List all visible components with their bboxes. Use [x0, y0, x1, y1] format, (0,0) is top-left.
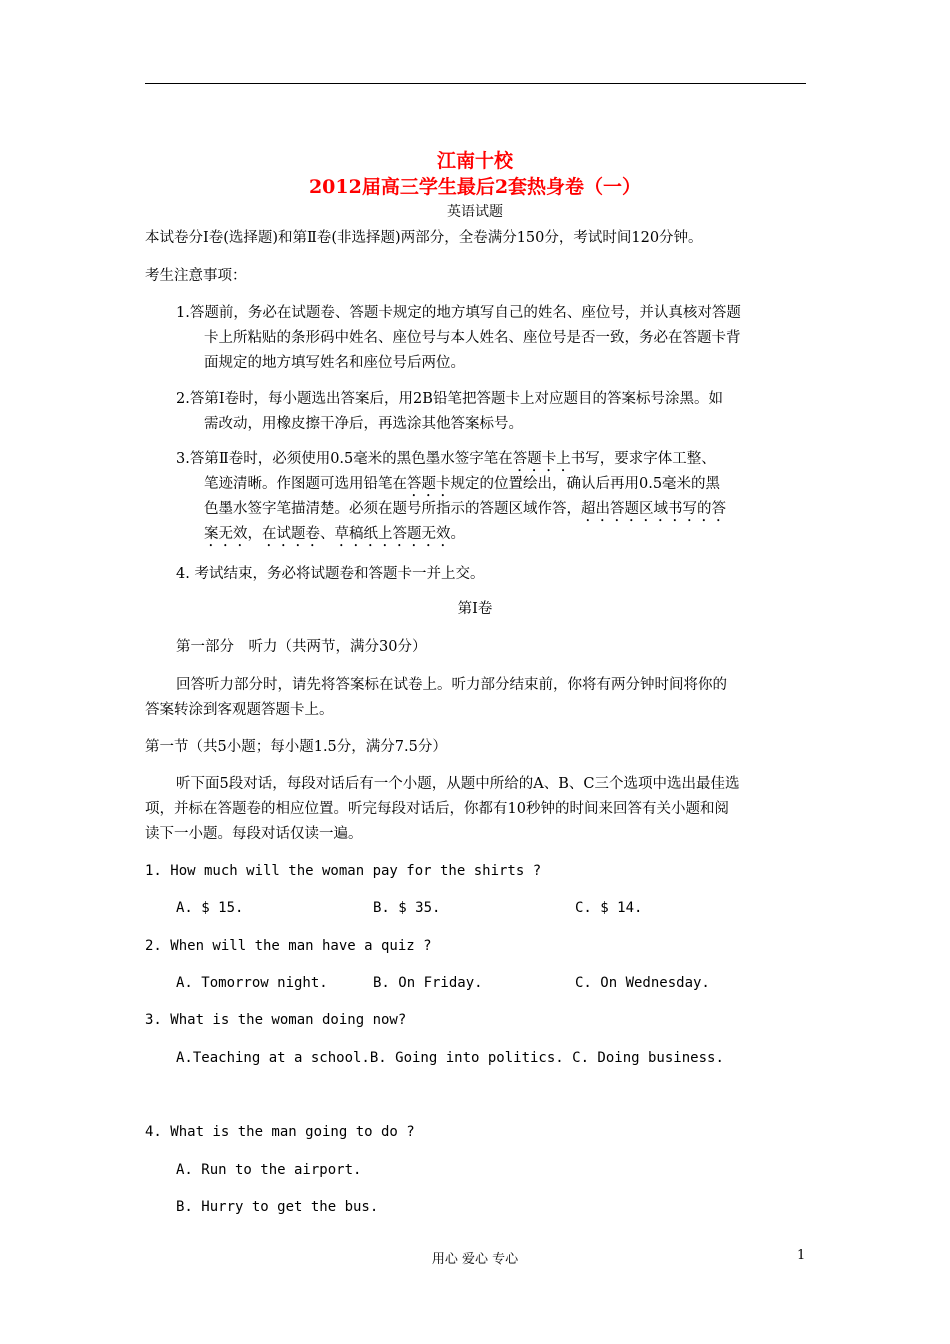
question-4: 4. What is the man going to do ?: [145, 1124, 415, 1140]
question-2-option-b: B. On Friday.: [373, 975, 483, 991]
notice-3-text: 3.答第Ⅱ卷时，必须使用0.5毫米的黑色墨水签字笔在: [176, 451, 513, 467]
question-3: 3. What is the woman doing now?: [145, 1012, 407, 1028]
question-1: 1. How much will the woman pay for the shirts ?: [145, 863, 542, 879]
notice-title: 考生注意事项：: [145, 268, 247, 284]
emphasis-text: 超出答题区域书写的答: [581, 501, 726, 517]
notice-3-text: 色墨水签字笔描清楚。必须在题号所指示的答题区域作答，: [204, 501, 581, 517]
emphasis-text: 案无效: [204, 526, 248, 542]
title-line-1: 江南十校: [436, 150, 513, 172]
question-2: 2. When will the man have a quiz ?: [145, 938, 432, 954]
question-2-option-a: A. Tomorrow night.: [176, 975, 328, 991]
part1-instruction-line-2: 答案转涂到客观题答题卡上。: [145, 702, 334, 718]
question-1-option-c: C. $ 14.: [575, 900, 643, 916]
part1-instruction-line-1: 回答听力部分时，请先将答案标在试卷上。听力部分结束前，你将有两分钟时间将你的: [176, 677, 727, 693]
notice-2-line-1: 2.答第Ⅰ卷时，每小题选出答案后，用2B铅笔把答题卡上对应题目的答案标号涂黑。如: [176, 391, 723, 407]
notice-3-text: 。: [450, 526, 465, 542]
part1-title: 第一部分 听力（共两节，满分30分）: [176, 639, 427, 655]
volume-title: 第Ⅰ卷: [457, 601, 493, 617]
notice-1-line-3: 面规定的地方填写姓名和座位号后两位。: [204, 355, 465, 371]
notice-3-text: 笔迹清晰。作图题可选用铅笔在: [204, 476, 407, 492]
section1-instruction-line-2: 项，并标在答题卷的相应位置。听完每段对话后，你都有10秒钟的时间来回答有关小题和阅: [145, 801, 729, 817]
title-line-2: 2012届高三学生最后2套热身卷（一）: [308, 176, 642, 198]
notice-1-line-2: 卡上所粘贴的条形码中姓名、座位号与本人姓名、座位号是否一致，务必在答题卡背: [204, 330, 741, 346]
emphasis-text: 答题卡: [407, 476, 451, 492]
page-footer: 用心 爱心 专心: [431, 1252, 519, 1267]
notice-4: 4. 考试结束，务必将试题卷和答题卡一并上交。: [176, 566, 485, 582]
notice-3-text: 规定的位置绘出，确认后再用0.5毫米的黑: [450, 476, 721, 492]
emphasis-text: 在试题卷、草稿纸上答题无效: [262, 526, 451, 542]
question-4-option-b: B. Hurry to get the bus.: [176, 1199, 379, 1215]
notice-1-line-1: 1.答题前，务必在试题卷、答题卡规定的地方填写自己的姓名、座位号，并认真核对答题: [176, 305, 741, 321]
question-2-option-c: C. On Wednesday.: [575, 975, 710, 991]
section1-instruction-line-1: 听下面5段对话，每段对话后有一个小题，从题中所给的A、B、C三个选项中选出最佳选: [176, 776, 740, 792]
notice-3-line-4: [204, 521, 465, 550]
intro-text: 本试卷分Ⅰ卷(选择题)和第Ⅱ卷(非选择题)两部分，全卷满分150分，考试时间120分钟。: [145, 230, 703, 246]
notice-3-text: ，: [247, 526, 262, 542]
subject-title: 英语试题: [447, 204, 503, 220]
notice-3-text: 书写，要求字体工整、: [570, 451, 716, 467]
emphasis-text: 答题卡上: [512, 451, 571, 467]
header-rule: [145, 83, 806, 84]
notice-2-line-2: 需改动，用橡皮擦干净后，再选涂其他答案标号。: [204, 416, 523, 432]
question-1-option-b: B. $ 35.: [373, 900, 441, 916]
question-3-options: A.Teaching at a school.B. Going into politics. C. Doing business.: [176, 1050, 724, 1066]
question-1-option-a: A. $ 15.: [176, 900, 244, 916]
question-4-option-a: A. Run to the airport.: [176, 1162, 362, 1178]
section1-title: 第一节（共5小题；每小题1.5分，满分7.5分）: [145, 739, 447, 755]
page-number: 1: [797, 1248, 806, 1263]
section1-instruction-line-3: 读下一小题。每段对话仅读一遍。: [145, 826, 363, 842]
